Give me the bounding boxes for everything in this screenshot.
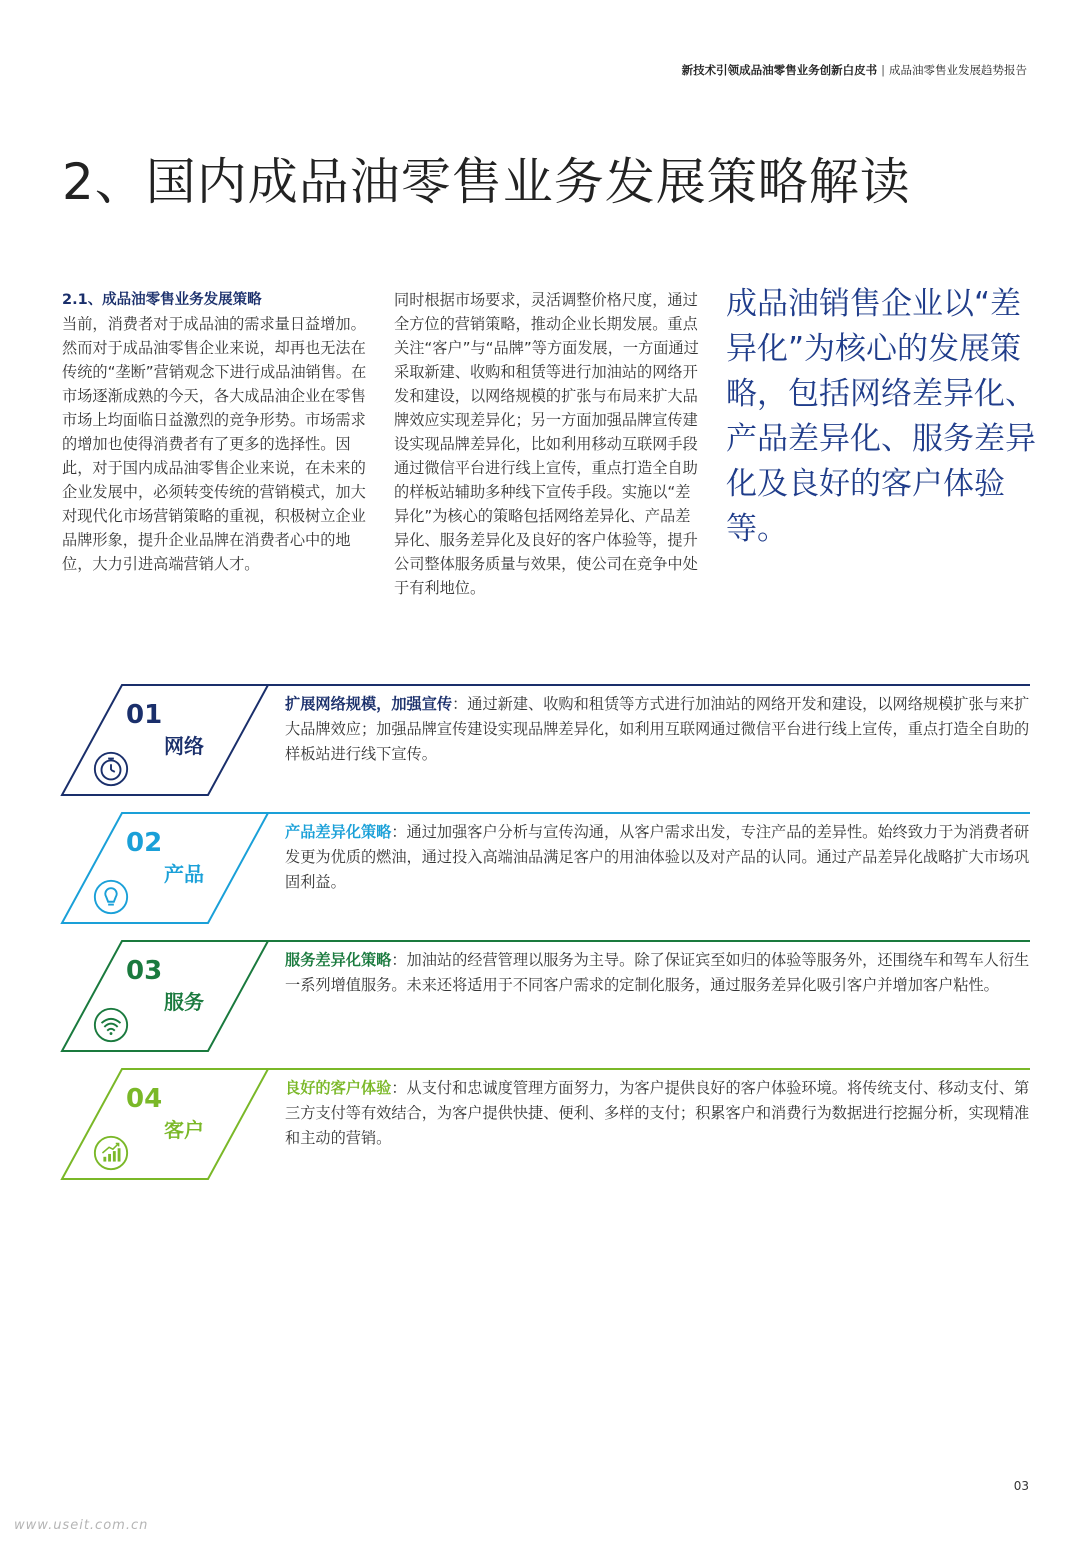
header-section-title: 成品油零售业发展趋势报告 — [889, 63, 1027, 77]
strategy-number: 03 — [126, 956, 163, 986]
strategy-category: 客户 — [164, 1118, 204, 1142]
pull-quote: 成品油销售企业以“差异化”为核心的发展策略，包括网络差异化、产品差异化、服务差异化及良好的客户体验等。 — [726, 286, 1036, 547]
strategy-lead: 产品差异化策略 — [285, 823, 392, 841]
column-1-paragraph: 当前，消费者对于成品油的需求量日益增加。然而对于成品油零售企业来说，却再也无法在传统的“垄断”营销观念下进行成品油销售。在市场逐渐成熟的今天，各大成品油企业在零售市场上均面临日益激烈的竞争形势。市场需求的增加也使得消费者有了更多的选择性。因此，对于国内成品油零售企业来说，在未来的企业发展中，必须转变传统的营销模式，加大对现代化市场营销策略的重视，积极树立企业品牌形象，提升企业品牌在消费者心中的地位，大力引进高端营销人才。 — [62, 315, 367, 573]
strategy-description — [285, 820, 1033, 895]
strategy-row-service — [0, 940, 1091, 1052]
watermark: www.useit.com.cn — [14, 1518, 149, 1533]
wifi-icon — [92, 1006, 130, 1044]
body-column-1 — [62, 288, 368, 576]
page-number: 03 — [1013, 1479, 1029, 1493]
strategy-description — [285, 948, 1033, 998]
strategy-number: 02 — [126, 828, 163, 858]
strategy-category: 网络 — [164, 734, 204, 758]
lightbulb-icon — [92, 878, 130, 916]
strategy-lead: 良好的客户体验 — [285, 1079, 392, 1097]
header-separator: | — [881, 63, 885, 77]
strategy-row-customer — [0, 1068, 1091, 1180]
header-doc-title: 新技术引领成品油零售业务创新白皮书 — [681, 63, 878, 77]
strategy-category: 服务 — [164, 990, 204, 1014]
growth-chart-icon — [92, 1134, 130, 1172]
strategy-lead: 扩展网络规模，加强宣传 — [285, 695, 453, 713]
strategy-description — [285, 692, 1033, 767]
strategy-number: 01 — [126, 700, 163, 730]
body-column-2: 同时根据市场要求，灵活调整价格尺度，通过全方位的营销策略，推动企业长期发展。重点关注“客户”与“品牌”等方面发展，一方面通过采取新建、收购和租赁等进行加油站的网络开发和建设，以网络规模的扩张与布局来扩大品牌效应实现差异化；另一方面加强品牌宣传建设实现品牌差异化，比如利用移动互联网手段通过微信平台进行线上宣传，重点打造全自助的样板站辅助多种线下宣传手段。实施以“差异化”为核心的策略包括网络差异化、产品差异化、服务差异化及良好的客户体验等，提升公司整体服务质量与效果，使公司在竞争中处于有利地位。 — [394, 291, 699, 597]
strategy-body: ：通过新建、收购和租赁等方式进行加油站的网络开发和建设，以网络规模扩张与来扩大品牌效应；加强品牌宣传建设实现品牌差异化，如利用互联网通过微信平台进行线上宣传，重点打造全自助的样板站进行线下宣传。 — [285, 695, 1030, 763]
strategy-body: ：加油站的经营管理以服务为主导。除了保证宾至如归的体验等服务外，还围绕车和驾车人衍生一系列增值服务。未来还将适用于不同客户需求的定制化服务，通过服务差异化吸引客户并增加客户粘性。 — [285, 951, 1030, 994]
strategy-category: 产品 — [164, 862, 204, 886]
page-title: 2、国内成品油零售业务发展策略解读 — [62, 153, 911, 211]
strategy-body: ：通过加强客户分析与宣传沟通，从客户需求出发，专注产品的差异性。始终致力于为消费者研发更为优质的燃油，通过投入高端油品满足客户的用油体验以及对产品的认同。通过产品差异化战略扩大市场巩固利益。 — [285, 823, 1030, 891]
clock-icon — [92, 750, 130, 788]
section-number: 2.1 — [62, 292, 88, 308]
strategy-description — [285, 1076, 1033, 1151]
strategy-row-network — [0, 684, 1091, 796]
section-heading — [62, 288, 368, 312]
strategy-lead: 服务差异化策略 — [285, 951, 392, 969]
strategy-number: 04 — [126, 1084, 163, 1114]
strategy-row-product — [0, 812, 1091, 924]
section-heading-text: 、成品油零售业务发展策略 — [87, 292, 262, 308]
strategy-body: ：从支付和忠诚度管理方面努力，为客户提供良好的客户体验环境。将传统支付、移动支付、第三方支付等有效结合，为客户提供快捷、便利、多样的支付；积累客户和消费行为数据进行挖掘分析，实现精准和主动的营销。 — [285, 1079, 1030, 1147]
running-header — [682, 62, 1027, 78]
